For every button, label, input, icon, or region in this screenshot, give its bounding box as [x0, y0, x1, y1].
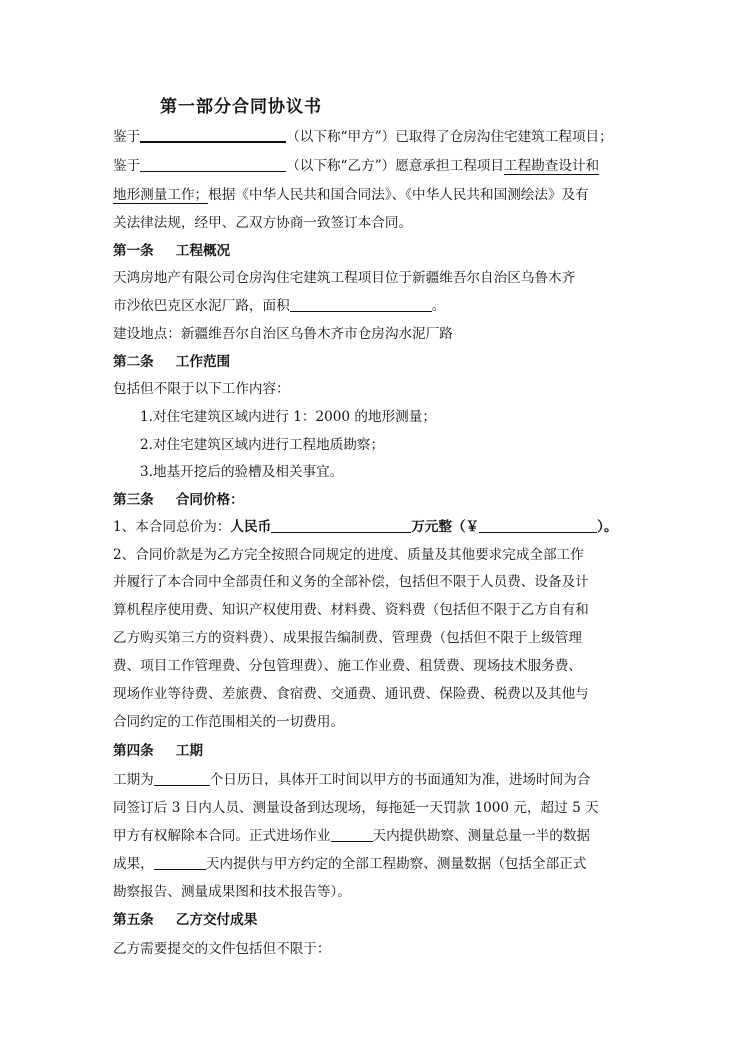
party-a-blank [140, 127, 286, 143]
article-number: 第四条 [113, 743, 154, 759]
section-1-line-3: 建设地点：新疆维吾尔自治区乌鲁木齐市仓房沟水泥厂路 [113, 326, 453, 342]
section-4-line-2: 同签订后 3 日内人员、测量设备到达现场，每拖延一天罚款 1000 元，超过 5 天 [113, 800, 599, 816]
section-4-line-1 [113, 770, 590, 790]
section-3-price-line [113, 517, 618, 537]
section-5-line-1: 乙方需要提交的文件包括但不限于： [113, 941, 331, 957]
section-1-line-1: 天鸿房地产有限公司仓房沟住宅建筑工程项目位于新疆维吾尔自治区乌鲁木齐 [113, 270, 576, 286]
intro-line-3 [113, 185, 589, 205]
section-text: 天内提供与甲方约定的全部工程勘察、测量数据（包括全部正式 [205, 856, 587, 872]
half-delivery-days-blank [331, 827, 373, 842]
intro-line-1 [113, 127, 613, 147]
section-1-heading [113, 241, 230, 261]
list-item: 2.对住宅建筑区域内进行工程地质勘察； [140, 437, 385, 453]
article-title: 工期 [175, 743, 203, 759]
full-delivery-days-blank [154, 855, 206, 870]
price-figure-blank [479, 518, 597, 533]
section-text: 个日历日，具体开工时间以甲方的书面通知为准，进场时间为合 [209, 772, 591, 788]
section-3-paragraph-line: 现场作业等待费、差旅费、食宿费、交通费、通讯费、保险费、税费以及其他与 [113, 686, 589, 702]
section-3-paragraph-line: 乙方购买第三方的资料费）、成果报告编制费、管理费（包括但不限于上级管理 [113, 630, 582, 646]
section-1-line-2 [113, 296, 445, 316]
article-title: 工作范围 [175, 354, 231, 370]
section-text: 天内提供勘察、测量总量一半的数据 [372, 828, 590, 844]
intro-text: 鉴于 [113, 129, 141, 145]
intro-line-2 [113, 156, 599, 176]
section-3-paragraph-line: 并履行了本合同中全部责任和义务的全部补偿，包括但不限于人员费、设备及计 [113, 574, 589, 590]
section-4-heading [113, 741, 203, 761]
underlined-text: 地形测量工作； [113, 187, 209, 203]
underlined-text: 工程勘查设计和 [504, 158, 600, 174]
article-number: 第二条 [113, 354, 154, 370]
section-text: 。 [431, 298, 446, 314]
list-item: 1.对住宅建筑区域内进行 1：2000 的地形测量； [140, 409, 436, 425]
area-blank [290, 297, 432, 312]
section-5-heading [113, 910, 257, 930]
article-number: 第三条 [113, 492, 154, 508]
section-text: 成果， [113, 856, 154, 872]
article-title: 乙方交付成果 [175, 912, 258, 928]
section-2-heading [113, 352, 230, 372]
section-3-paragraph-line: 算机程序使用费、知识产权使用费、材料费、资料费（包括但不限于乙方自有和 [113, 602, 589, 618]
section-2-intro: 包括但不限于以下工作内容： [113, 381, 290, 397]
section-text: 工期为 [113, 772, 154, 788]
section-4-line-4 [113, 854, 586, 874]
section-3-paragraph-line: 费、项目工作管理费、分包管理费）、施工作业费、租赁费、现场技术服务费、 [113, 658, 582, 674]
list-item: 3.地基开挖后的验槽及相关事宜。 [140, 464, 344, 480]
section-4-line-5: 勘察报告、测量成果图和技术报告等）。 [113, 884, 351, 900]
section-3-heading [113, 490, 244, 510]
intro-text: （以下称“乙方”）愿意承担工程项目 [286, 158, 504, 174]
section-3-paragraph-line: 2、合同价款是为乙方完全按照合同规定的进度、质量及其他要求完成全部工作 [113, 547, 584, 563]
article-title: 工程概况 [175, 243, 231, 259]
article-number: 第五条 [113, 912, 154, 928]
page-title: 第一部分合同协议书 [160, 97, 322, 117]
intro-text: 鉴于 [113, 158, 141, 174]
section-text: 1、本合同总价为： [113, 519, 231, 535]
intro-line-4: 关法律法规，经甲、乙双方协商一致签订本合同。 [113, 215, 413, 231]
party-b-blank [140, 157, 286, 172]
currency-close: ）。 [597, 519, 618, 535]
section-text: 甲方有权解除本合同。正式进场作业 [113, 828, 331, 844]
article-number: 第一条 [113, 243, 154, 259]
article-title: 合同价格： [175, 492, 244, 508]
intro-text: 根据《中华人民共和国合同法》、《中华人民共和国测绘法》及有 [208, 187, 589, 203]
currency-label: 人民币 [230, 519, 272, 535]
section-text: 市沙依巴克区水泥厂路，面积 [113, 298, 290, 314]
price-blank [271, 518, 411, 533]
currency-unit: 万元整（￥ [411, 519, 480, 535]
duration-blank [154, 771, 210, 786]
section-4-line-3 [113, 826, 590, 846]
intro-text: （以下称“甲方”）已取得了仓房沟住宅建筑工程项目； [286, 129, 613, 145]
section-3-paragraph-line: 合同约定的工作范围相关的一切费用。 [113, 714, 345, 730]
